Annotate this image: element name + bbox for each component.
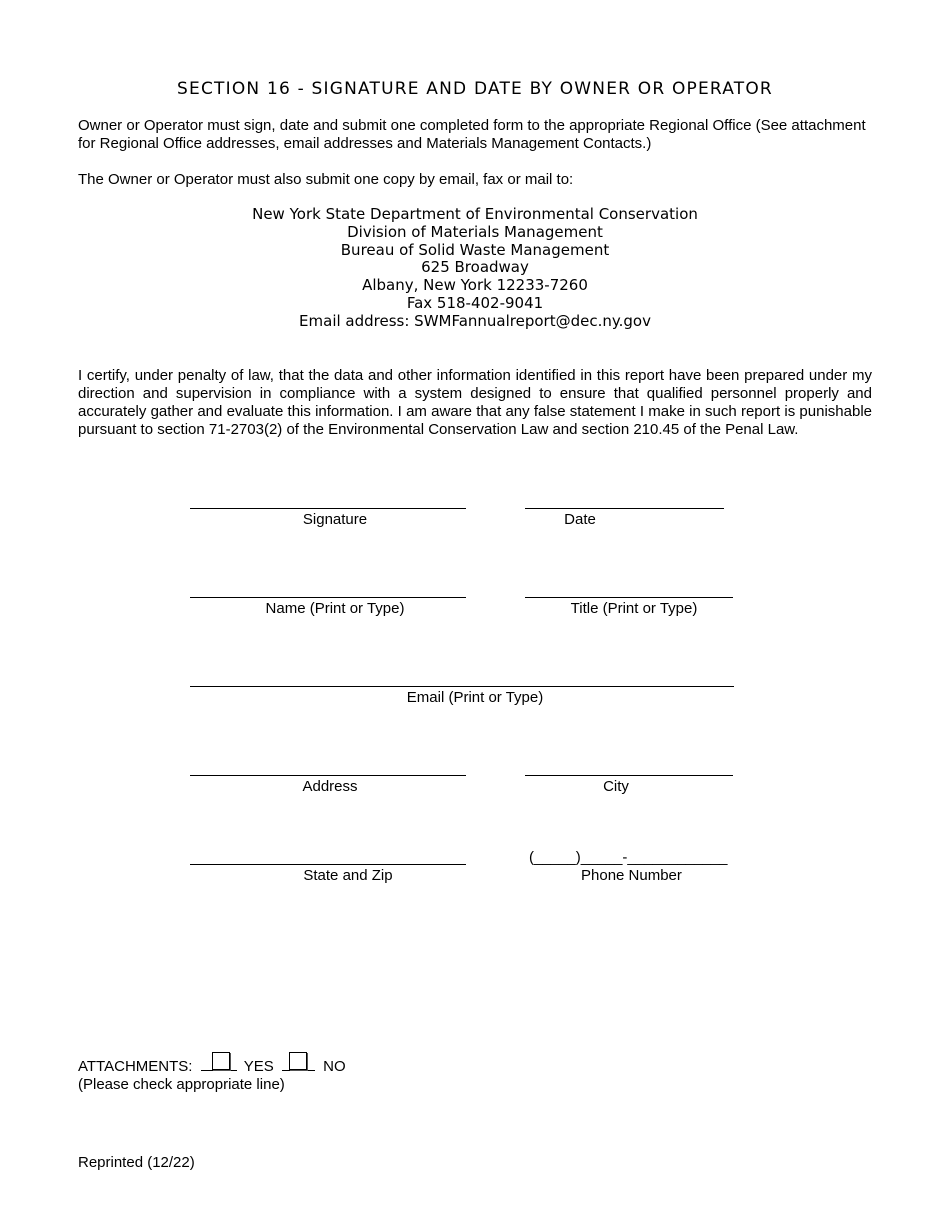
- signature-line[interactable]: [190, 508, 466, 509]
- name-field[interactable]: [190, 597, 466, 618]
- city-line[interactable]: [525, 775, 733, 776]
- attachments-section: [78, 1056, 346, 1094]
- title-label: Title (Print or Type): [570, 600, 698, 617]
- title-field[interactable]: [525, 597, 733, 618]
- intro-text: Owner or Operator must sign, date and submit one completed form to the appropriate Regional Office (See attachment for Regional Office addresses, email addresses and Materials Management Contacts.): [78, 117, 866, 152]
- no-checkbox[interactable]: [289, 1052, 307, 1070]
- state-zip-line[interactable]: [190, 864, 466, 865]
- address-line: 625 Broadway: [421, 258, 529, 277]
- reprint-date: Reprinted (12/22): [78, 1154, 195, 1171]
- city-label: City: [603, 778, 629, 795]
- date-line[interactable]: [525, 508, 724, 509]
- signature-label: Signature: [302, 511, 368, 528]
- address-line-input[interactable]: [190, 775, 466, 776]
- no-line[interactable]: [282, 1056, 315, 1071]
- yes-line[interactable]: [201, 1056, 237, 1071]
- city-field[interactable]: [525, 775, 733, 796]
- address-line: New York State Department of Environmental Conservation: [252, 205, 698, 223]
- address-line: Bureau of Solid Waste Management: [340, 240, 610, 259]
- phone-number-field[interactable]: (_____)_____-____________: [529, 849, 728, 866]
- attachments-note: (Please check appropriate line): [78, 1076, 285, 1093]
- address-line: Albany, New York 12233-7260: [362, 276, 588, 295]
- title-line[interactable]: [525, 597, 733, 598]
- attachments-row: [78, 1056, 346, 1076]
- signature-field[interactable]: [190, 508, 466, 529]
- address-field[interactable]: [190, 775, 466, 796]
- mailing-address: [0, 206, 950, 331]
- attachments-label: ATTACHMENTS:: [78, 1058, 193, 1075]
- address-line: Fax 518-402-9041: [406, 293, 544, 312]
- address-label: Address: [302, 778, 358, 795]
- email-label: Email (Print or Type): [406, 689, 544, 706]
- no-label: NO: [323, 1058, 346, 1075]
- state-zip-field[interactable]: [190, 864, 466, 885]
- phone-label: Phone Number: [581, 867, 682, 884]
- email-field[interactable]: [190, 686, 734, 707]
- copy-instruction: The Owner or Operator must also submit one copy by email, fax or mail to:: [78, 171, 574, 188]
- yes-label: YES: [243, 1058, 274, 1075]
- name-line[interactable]: [190, 597, 466, 598]
- certification-text: I certify, under penalty of law, that the data and other information identified in this report have been prepared under my direction and supervision in compliance with a system designed to ensure that qualified personnel properly and accurately gather and evaluate this information. I am aware that any false statement I make in such report is punishable pursuant to section 71-2703(2) of the Environmental Conservation Law and section 210.45 of the Penal Law.: [78, 367, 872, 438]
- page-title: SECTION 16 - SIGNATURE AND DATE BY OWNER OR OPERATOR: [177, 79, 773, 99]
- state-zip-label: State and Zip: [303, 867, 393, 884]
- yes-checkbox[interactable]: [212, 1052, 230, 1070]
- email-line[interactable]: [190, 686, 734, 687]
- date-field[interactable]: [525, 508, 724, 529]
- address-line: Email address: SWMFannualreport@dec.ny.gov: [299, 311, 651, 330]
- date-label: Date: [564, 511, 596, 528]
- name-label: Name (Print or Type): [265, 600, 405, 617]
- address-line: Division of Materials Management: [347, 222, 603, 241]
